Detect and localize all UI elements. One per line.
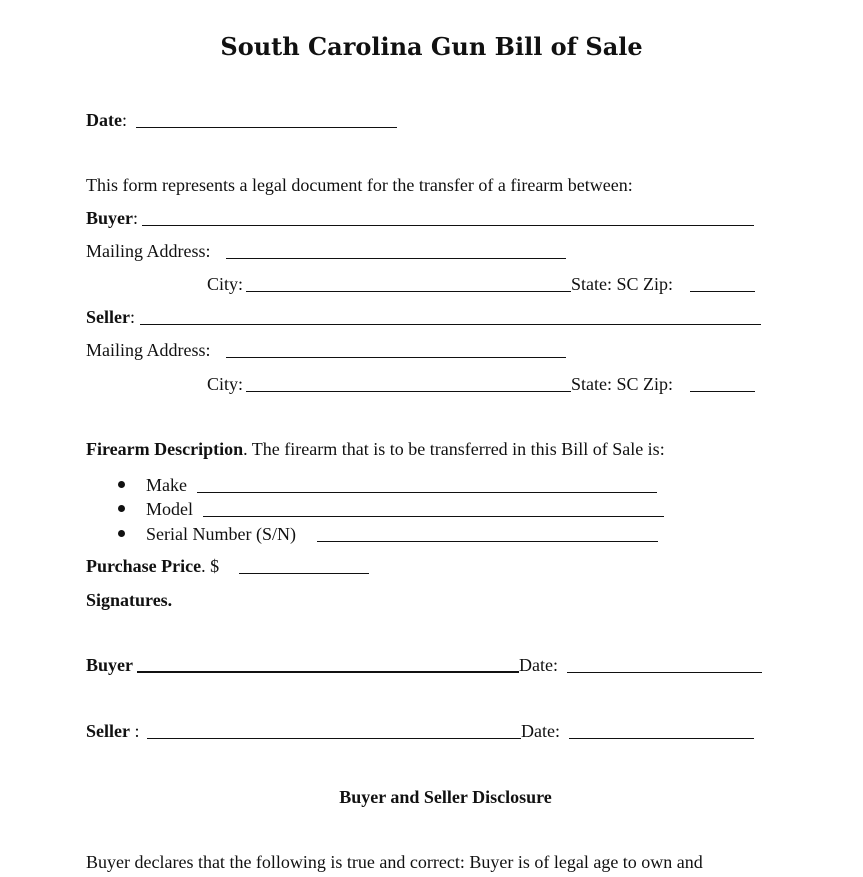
purchase-price-label: Purchase Price: [86, 556, 202, 576]
seller-signature-colon: :: [129, 721, 140, 741]
buyer-state-zip-label: State: SC Zip:: [571, 274, 674, 294]
bullet-icon: [118, 505, 125, 512]
buyer-label: Buyer: [86, 208, 133, 228]
date-label-group: [86, 109, 127, 131]
firearm-make-label: Make: [146, 475, 187, 495]
buyer-colon: :: [133, 208, 139, 228]
seller-state-zip-label: State: SC Zip:: [571, 374, 674, 394]
seller-signature-label: Seller: [86, 721, 130, 741]
seller-signature-field[interactable]: [147, 738, 521, 739]
seller-signature-date-label: Date:: [521, 721, 560, 741]
bullet-icon: [118, 481, 125, 488]
seller-label-group: [86, 306, 135, 328]
seller-signature-label-group: [86, 720, 140, 742]
buyer-signature-date-label: Date:: [519, 655, 558, 675]
buyer-signature-date-field[interactable]: [567, 672, 762, 673]
signatures-heading: Signatures.: [86, 590, 173, 610]
firearm-make-field[interactable]: [197, 492, 657, 493]
purchase-price-field[interactable]: [239, 573, 369, 574]
buyer-name-field[interactable]: [142, 225, 754, 226]
seller-label: Seller: [86, 307, 130, 327]
firearm-description-heading: Firearm Description: [86, 439, 244, 459]
buyer-mailing-address-label: Mailing Address:: [86, 241, 211, 261]
seller-name-field[interactable]: [140, 324, 761, 325]
firearm-description-text: . The firearm that is to be transferred in this Bill of Sale is:: [243, 439, 665, 459]
seller-colon: :: [129, 307, 135, 327]
firearm-model-field[interactable]: [203, 516, 664, 517]
buyer-signature-label: Buyer: [86, 655, 133, 675]
date-field[interactable]: [136, 127, 397, 128]
buyer-zip-field[interactable]: [690, 291, 755, 292]
seller-zip-field[interactable]: [690, 391, 755, 392]
seller-signature-date-field[interactable]: [569, 738, 754, 739]
buyer-city-field[interactable]: [246, 291, 571, 292]
page-title: South Carolina Gun Bill of Sale: [220, 32, 643, 61]
seller-mailing-address-field[interactable]: [226, 357, 566, 358]
purchase-price-group: [86, 555, 219, 577]
buyer-mailing-address-field[interactable]: [226, 258, 566, 259]
seller-mailing-address-label: Mailing Address:: [86, 340, 211, 360]
bullet-icon: [118, 530, 125, 537]
buyer-signature-field[interactable]: [137, 671, 519, 673]
seller-city-field[interactable]: [246, 391, 571, 392]
buyer-city-label: City:: [207, 274, 244, 294]
buyer-label-group: [86, 207, 138, 229]
purchase-price-prefix: . $: [201, 556, 220, 576]
disclosure-heading: Buyer and Seller Disclosure: [339, 787, 552, 807]
intro-text: This form represents a legal document for the transfer of a firearm between:: [86, 175, 633, 195]
firearm-serial-label: Serial Number (S/N): [146, 524, 296, 544]
seller-city-label: City:: [207, 374, 244, 394]
date-colon: :: [121, 110, 127, 130]
disclosure-text: Buyer declares that the following is true and correct: Buyer is of legal age to own and: [86, 852, 703, 872]
firearm-model-label: Model: [146, 499, 193, 519]
date-label: Date: [86, 110, 122, 130]
firearm-serial-field[interactable]: [317, 541, 658, 542]
firearm-description-paragraph: [86, 438, 665, 460]
